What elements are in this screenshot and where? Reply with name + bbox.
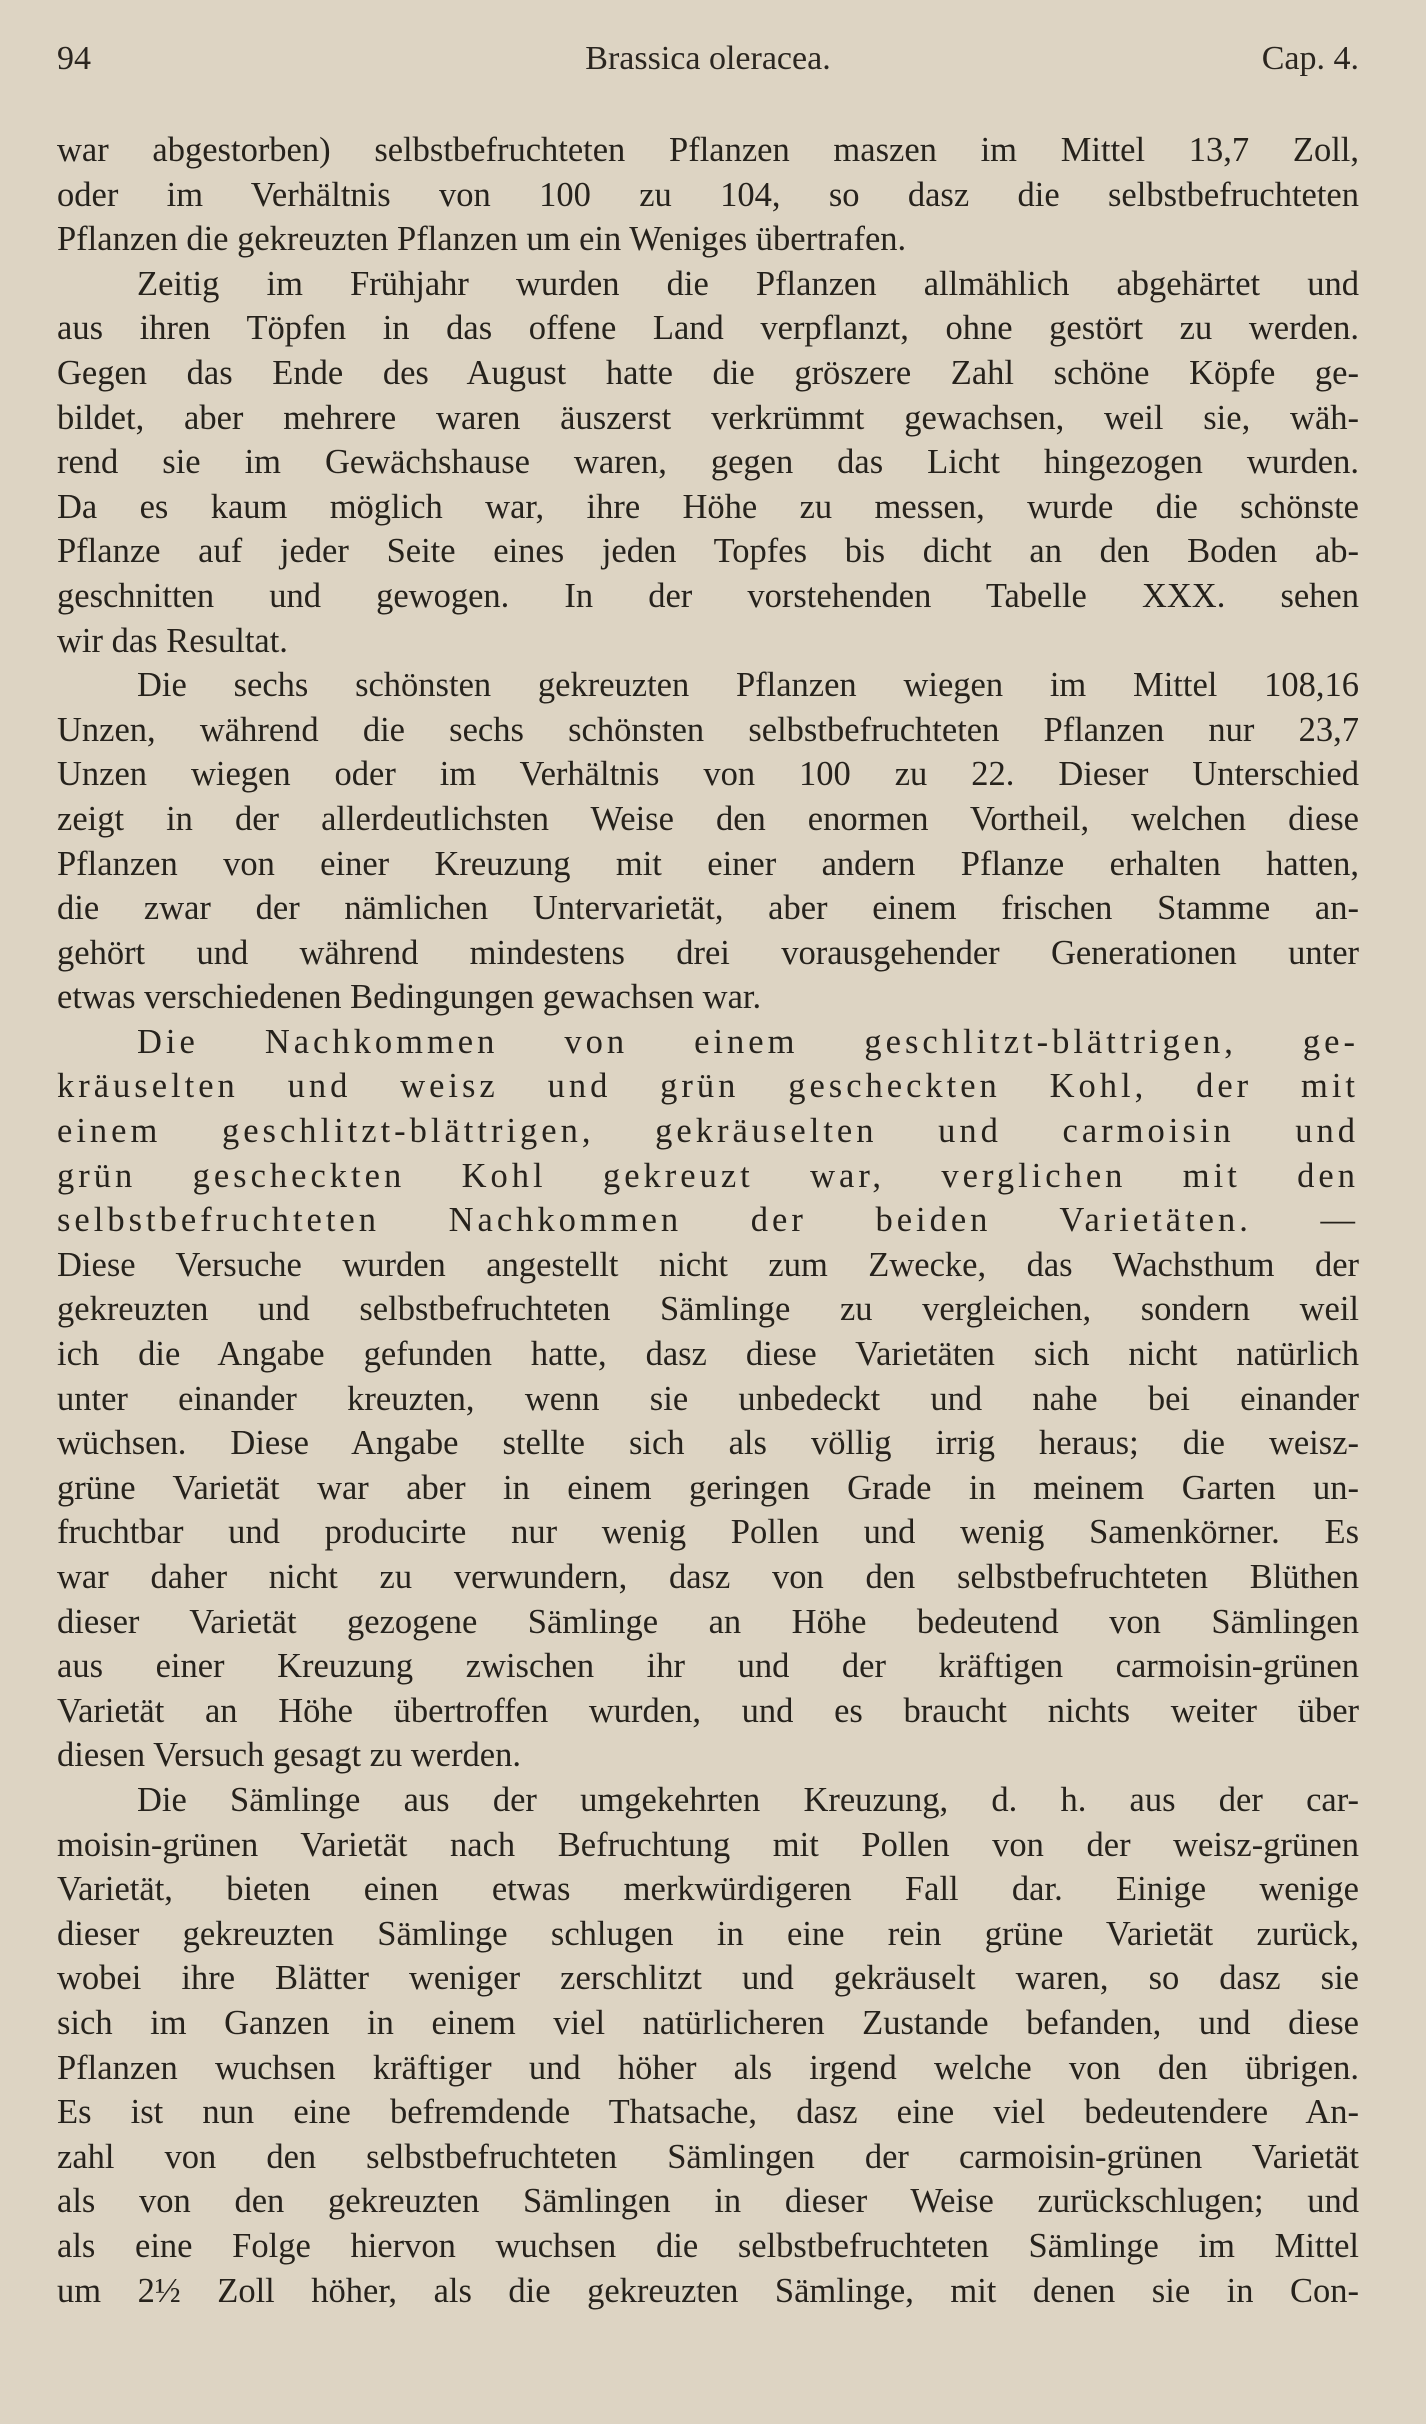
text-line: wüchsen. Diese Angabe stellte sich als völlig irrig heraus; die weisz-	[57, 1424, 1359, 1463]
page-header	[57, 40, 1359, 90]
text-line: Pflanze auf jeder Seite eines jeden Topfes bis dicht an den Boden ab-	[57, 532, 1359, 571]
text-line: dieser gekreuzten Sämlinge schlugen in eine rein grüne Varietät zurück,	[57, 1914, 1359, 1953]
text-line: etwas verschiedenen Bedingungen gewachsen war.	[57, 978, 762, 1017]
text-line: geschnitten und gewogen. In der vorstehenden Tabelle XXX. sehen	[57, 576, 1359, 615]
text-line: fruchtbar und producirte nur wenig Pollen und wenig Samenkörner. Es	[57, 1513, 1359, 1552]
text-line: gekreuzten und selbstbefruchteten Sämlinge zu vergleichen, sondern weil	[57, 1290, 1359, 1329]
text-line: Da es kaum möglich war, ihre Höhe zu messen, wurde die schönste	[57, 487, 1359, 526]
text-line: wir das Resultat.	[57, 621, 288, 660]
text-line: dieser Varietät gezogene Sämlinge an Höhe bedeutend von Sämlingen	[57, 1602, 1359, 1641]
text-line: oder im Verhältnis von 100 zu 104, so dasz die selbstbefruchteten	[57, 175, 1359, 214]
text-line: Die sechs schönsten gekreuzten Pflanzen wiegen im Mittel 108,16	[137, 666, 1359, 705]
text-line: gehört und während mindestens drei vorausgehender Generationen unter	[57, 933, 1359, 972]
text-line: Gegen das Ende des August hatte die gröszere Zahl schöne Köpfe ge-	[57, 353, 1359, 392]
text-line: wobei ihre Blätter weniger zerschlitzt und gekräuselt waren, so dasz sie	[57, 1959, 1359, 1998]
text-line: Pflanzen von einer Kreuzung mit einer andern Pflanze erhalten hatten,	[57, 844, 1359, 883]
body-text	[57, 128, 1359, 2313]
text-line: Pflanzen wuchsen kräftiger und höher als irgend welche von den übrigen.	[57, 2048, 1359, 2087]
text-line: rend sie im Gewächshause waren, gegen das Licht hingezogen wurden.	[57, 443, 1359, 482]
text-line: Varietät an Höhe übertroffen wurden, und es braucht nichts weiter über	[57, 1691, 1359, 1730]
text-line: grün gescheckten Kohl gekreuzt war, verglichen mit den	[57, 1156, 1359, 1195]
text-line: ich die Angabe gefunden hatte, dasz diese Varietäten sich nicht natürlich	[57, 1335, 1359, 1374]
text-line: aus einer Kreuzung zwischen ihr und der kräftigen carmoisin-grünen	[57, 1647, 1359, 1686]
text-line: Es ist nun eine befremdende Thatsache, dasz eine viel bedeutendere An-	[57, 2093, 1359, 2132]
text-line: Unzen, während die sechs schönsten selbstbefruchteten Pflanzen nur 23,7	[57, 710, 1359, 749]
text-line: moisin-grünen Varietät nach Befruchtung mit Pollen von der weisz-grünen	[57, 1825, 1359, 1864]
text-line: grüne Varietät war aber in einem geringen Grade in meinem Garten un-	[57, 1468, 1359, 1507]
text-line: als eine Folge hiervon wuchsen die selbstbefruchteten Sämlinge im Mittel	[57, 2226, 1359, 2265]
text-line: kräuselten und weisz und grün gescheckten Kohl, der mit	[57, 1067, 1359, 1106]
text-line: um 2½ Zoll höher, als die gekreuzten Sämlinge, mit denen sie in Con-	[57, 2271, 1359, 2310]
text-line: selbstbefruchteten Nachkommen der beiden Varietäten. —	[57, 1201, 1359, 1240]
text-line: Die Nachkommen von einem geschlitzt-blättrigen, ge-	[137, 1022, 1359, 1061]
text-line: zahl von den selbstbefruchteten Sämlingen der carmoisin-grünen Varietät	[57, 2137, 1359, 2176]
chapter-label: Cap. 4.	[1261, 40, 1359, 77]
text-line: war daher nicht zu verwundern, dasz von den selbstbefruchteten Blüthen	[57, 1558, 1359, 1596]
text-line: als von den gekreuzten Sämlingen in dieser Weise zurückschlugen; und	[57, 2182, 1359, 2221]
text-line: war abgestorben) selbstbefruchteten Pflanzen maszen im Mittel 13,7 Zoll,	[57, 131, 1359, 169]
text-line: Die Sämlinge aus der umgekehrten Kreuzung, d. h. aus der car-	[137, 1780, 1359, 1819]
page-number: 94	[57, 40, 91, 77]
text-line: Varietät, bieten einen etwas merkwürdigeren Fall dar. Einige wenige	[57, 1870, 1359, 1909]
text-line: bildet, aber mehrere waren äuszerst verkrümmt gewachsen, weil sie, wäh-	[57, 398, 1359, 437]
text-line: Zeitig im Frühjahr wurden die Pflanzen allmählich abgehärtet und	[137, 264, 1359, 303]
text-line: sich im Ganzen in einem viel natürlicheren Zustande befanden, und diese	[57, 2003, 1359, 2042]
text-line: Diese Versuche wurden angestellt nicht zum Zwecke, das Wachsthum der	[57, 1245, 1359, 1284]
running-title: Brassica oleracea.	[585, 40, 831, 77]
text-line: diesen Versuch gesagt zu werden.	[57, 1736, 521, 1775]
text-line: unter einander kreuzten, wenn sie unbedeckt und nahe bei einander	[57, 1379, 1359, 1418]
text-line: zeigt in der allerdeutlichsten Weise den enormen Vortheil, welchen diese	[57, 799, 1359, 838]
text-line: aus ihren Töpfen in das offene Land verpflanzt, ohne gestört zu werden.	[57, 309, 1359, 348]
text-line: die zwar der nämlichen Untervarietät, aber einem frischen Stamme an-	[57, 889, 1359, 928]
text-line: Pflanzen die gekreuzten Pflanzen um ein Weniges übertrafen.	[57, 220, 907, 259]
text-line: Unzen wiegen oder im Verhältnis von 100 zu 22. Dieser Unterschied	[57, 755, 1359, 794]
text-line: einem geschlitzt-blättrigen, gekräuselten und carmoisin und	[57, 1112, 1359, 1151]
